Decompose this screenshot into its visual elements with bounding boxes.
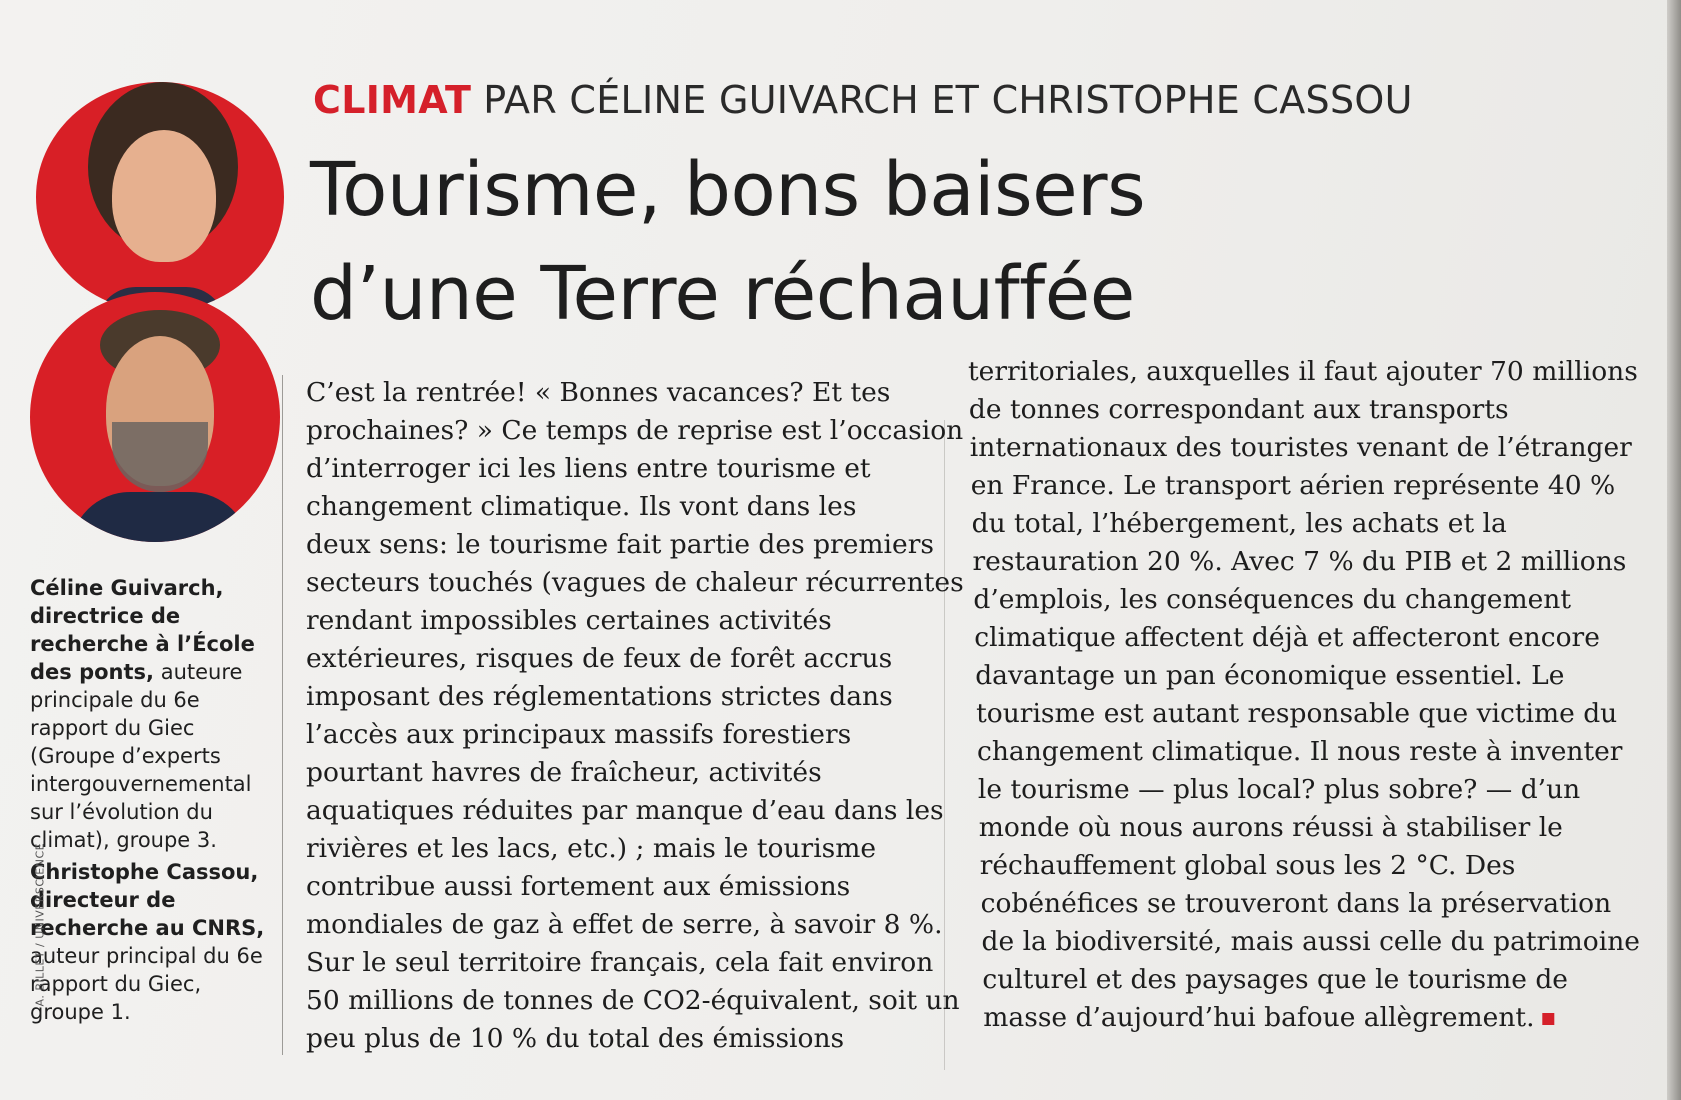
article-line: Sur le seul territoire français, cela fait environ (306, 947, 934, 978)
bio-cassou (30, 858, 270, 1026)
section-tag: CLIMAT (313, 78, 472, 122)
article-line: internationaux des touristes venant de l’étranger (969, 432, 1632, 463)
article-line: du total, l’hébergement, les achats et la (971, 508, 1507, 539)
article-line: restauration 20 %. Avec 7 % du PIB et 2 millions (972, 546, 1627, 577)
headline-line-1: Tourisme, bons baisers (310, 147, 1146, 233)
article-line: en France. Le transport aérien représente 40 % (970, 470, 1616, 501)
article-line: C’est la rentrée! « Bonnes vacances? Et tes (306, 377, 891, 408)
article-line: contribue aussi fortement aux émissions (306, 871, 851, 902)
page-edge-shadow (1667, 0, 1681, 1100)
column-rule-left (282, 375, 283, 1055)
article-line: de tonnes correspondant aux transports (968, 394, 1509, 425)
article-line: l’accès aux principaux massifs forestiers (306, 719, 852, 750)
article-line: pourtant havres de fraîcheur, activités (306, 757, 822, 788)
article-line: monde où nous aurons réussi à stabiliser le (978, 812, 1563, 843)
headline-line-2: d’une Terre réchauffée (310, 251, 1135, 337)
article-line: prochaines? » Ce temps de reprise est l’occasion (306, 415, 964, 446)
article-line: réchauffement global sous les 2 °C. Des (979, 850, 1516, 881)
article-column-1 (306, 374, 964, 1058)
article-line: imposant des réglementations strictes dans (306, 681, 893, 712)
article-line: rendant impossibles certaines activités (306, 605, 832, 636)
article-line: deux sens: le tourisme fait partie des premiers (306, 529, 934, 560)
article-line: changement climatique. Ils vont dans les (306, 491, 857, 522)
article-line: tourisme est autant responsable que victime du (976, 698, 1618, 729)
article-line: masse d’aujourd’hui bafoue allègrement. (983, 999, 1653, 1037)
article-line: de la biodiversité, mais aussi celle du patrimoine (981, 926, 1640, 957)
bio-guivarch-details: auteure principale du 6e rapport du Giec (Groupe d’experts intergouvernemental sur l’évolution du climat), groupe 3. (30, 660, 252, 852)
article-line: peu plus de 10 % du total des émissions (306, 1023, 845, 1054)
article-line: territoriales, auxquelles il faut ajouter 70 millions (968, 356, 1638, 387)
article-line: climatique affectent déjà et affecteront encore (974, 622, 1600, 653)
article-line: 50 millions de tonnes de CO2-équivalent, soit un (306, 985, 960, 1016)
article-headline (310, 138, 1145, 346)
article-line: davantage un pan économique essentiel. Le (975, 660, 1565, 691)
article-line: rivières et les lacs, etc.) ; mais le tourisme (306, 833, 877, 864)
article-line: extérieures, risques de feux de forêt accrus (306, 643, 893, 674)
article-line: d’interroger ici les liens entre tourisme et (306, 453, 871, 484)
byline: PAR CÉLINE GUIVARCH ET CHRISTOPHE CASSOU (483, 78, 1413, 122)
article-line: cobénéfices se trouveront dans la préservation (980, 888, 1612, 919)
end-of-article-mark (1543, 1013, 1555, 1025)
bio-cassou-title: Christophe Cassou, directeur de recherche au CNRS, (30, 860, 265, 940)
bio-guivarch (30, 574, 270, 854)
article-line: d’emplois, les conséquences du changement (973, 584, 1571, 615)
article-column-2 (968, 353, 1638, 1037)
article-line: secteurs touchés (vagues de chaleur récurrentes (306, 567, 964, 598)
article-line: mondiales de gaz à effet de serre, à savoir 8 %. (306, 909, 943, 940)
article-line: aquatiques réduites par manque d’eau dans les (306, 795, 944, 826)
article-line: le tourisme — plus local? plus sobre? — d’un (977, 774, 1581, 805)
bio-guivarch-title: Céline Guivarch, directrice de recherche à l’École des ponts, (30, 576, 255, 684)
article-line: culturel et des paysages que le tourisme de (982, 964, 1568, 995)
portrait-cassou (30, 292, 280, 542)
photo-credit: A. BILLET / UNIVERSCIENCE (33, 842, 47, 1007)
section-kicker (313, 78, 1413, 122)
article-line: changement climatique. Il nous reste à inventer (977, 736, 1623, 767)
bio-cassou-details: auteur principal du 6e rapport du Giec, groupe 1. (30, 944, 263, 1024)
portrait-guivarch (36, 82, 284, 312)
